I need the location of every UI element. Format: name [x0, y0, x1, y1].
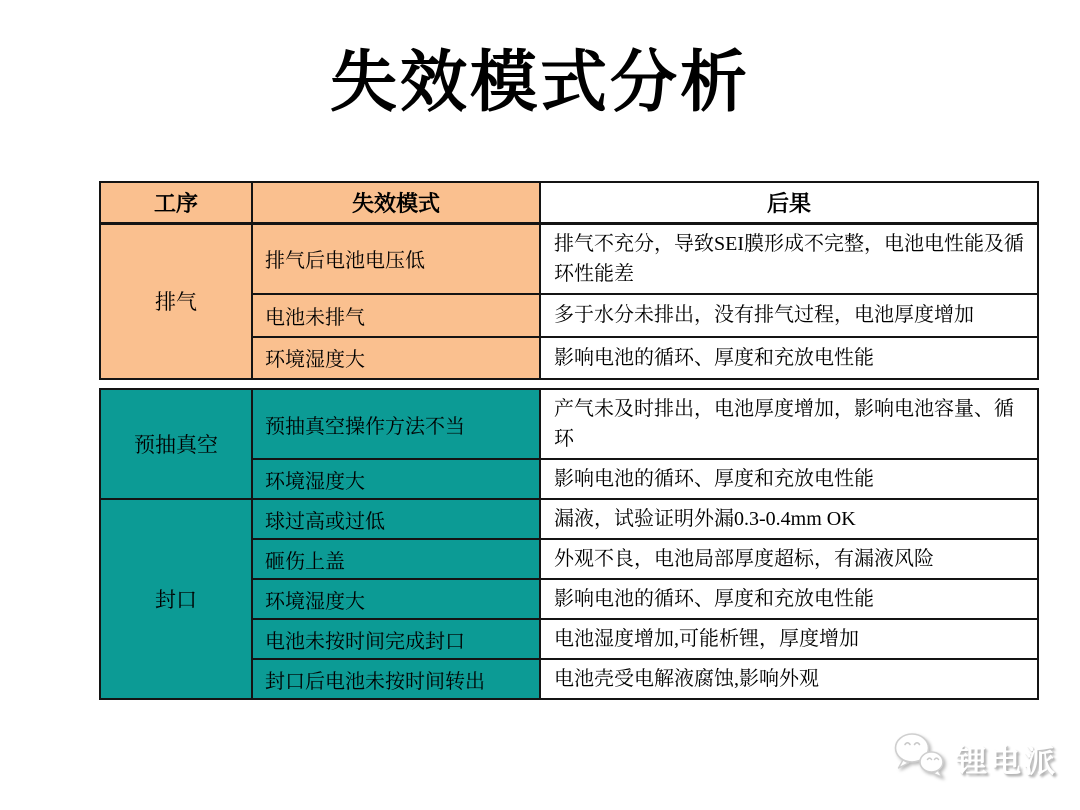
- mode-cell: 环境湿度大: [252, 579, 540, 619]
- mode-cell: 环境湿度大: [252, 459, 540, 499]
- mode-cell: 封口后电池未按时间转出: [252, 659, 540, 699]
- mode-cell: 电池未按时间完成封口: [252, 619, 540, 659]
- consequence-cell: 产气未及时排出，电池厚度增加，影响电池容量、循环: [540, 389, 1038, 459]
- consequence-cell: 影响电池的循环、厚度和充放电性能: [540, 337, 1038, 379]
- consequence-cell: 影响电池的循环、厚度和充放电性能: [540, 459, 1038, 499]
- process-cell-exhaust: 排气: [100, 223, 252, 379]
- watermark-label: 锂电派: [956, 744, 1058, 779]
- consequence-cell: 漏液，试验证明外漏0.3-0.4mm OK: [540, 499, 1038, 539]
- table-row: [100, 389, 1038, 459]
- mode-cell: 排气后电池电压低: [252, 223, 540, 294]
- mode-cell: 电池未排气: [252, 294, 540, 337]
- consequence-cell: 排气不充分，导致SEI膜形成不完整，电池电性能及循环性能差: [540, 223, 1038, 294]
- watermark: [892, 731, 1058, 786]
- consequence-cell: 电池壳受电解液腐蚀,影响外观: [540, 659, 1038, 699]
- header-failure-mode: 失效模式: [252, 182, 540, 223]
- header-consequence: 后果: [540, 182, 1038, 223]
- failure-table-vacuum-seal: [99, 388, 1039, 700]
- mode-cell: 球过高或过低: [252, 499, 540, 539]
- mode-cell: 砸伤上盖: [252, 539, 540, 579]
- consequence-cell: 外观不良，电池局部厚度超标，有漏液风险: [540, 539, 1038, 579]
- failure-table-exhaust: [99, 181, 1039, 380]
- consequence-cell: 电池湿度增加,可能析锂，厚度增加: [540, 619, 1038, 659]
- header-process: 工序: [100, 182, 252, 223]
- table-header-row: [100, 182, 1038, 223]
- page-title: 失效模式分析: [330, 46, 750, 120]
- process-cell-seal: 封口: [100, 499, 252, 699]
- process-cell-prevacuum: 预抽真空: [100, 389, 252, 499]
- table-row: [100, 499, 1038, 539]
- consequence-cell: 多于水分未排出，没有排气过程，电池厚度增加: [540, 294, 1038, 337]
- table-row: [100, 223, 1038, 294]
- mode-cell: 预抽真空操作方法不当: [252, 389, 540, 459]
- mode-cell: 环境湿度大: [252, 337, 540, 379]
- consequence-cell: 影响电池的循环、厚度和充放电性能: [540, 579, 1038, 619]
- wechat-icon: [892, 731, 948, 786]
